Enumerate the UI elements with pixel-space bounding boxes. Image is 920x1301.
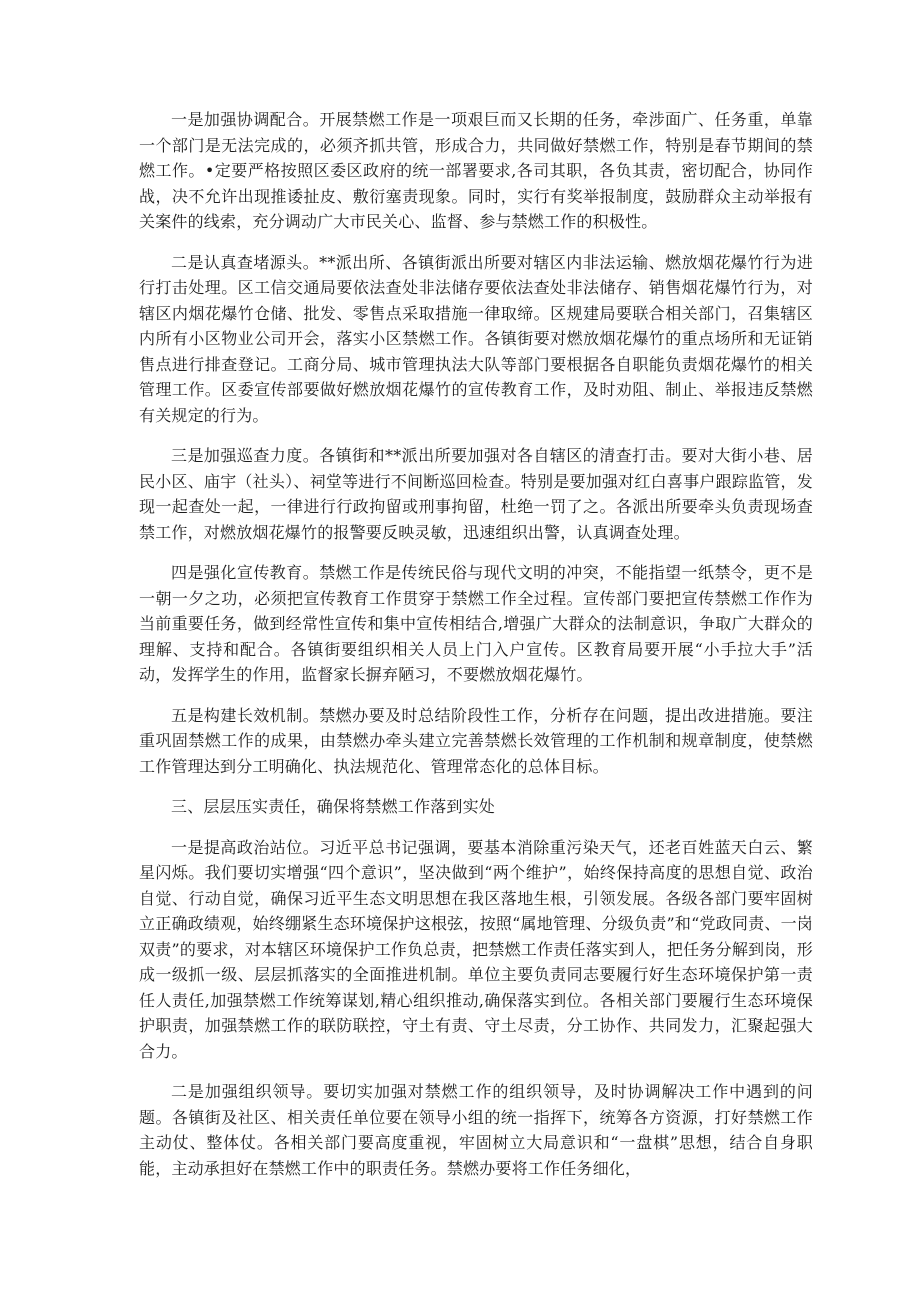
paragraph-political-stance: 一是提高政治站位。习近平总书记强调，要基本消除重污染天气，还老百姓蓝天白云、繁星闪烁。我们要切实增强“四个意识”，坚决做到“两个维护”，始终保持高度的思想自觉、政治自觉、行动自觉，确保习近平生态文明思想在我区落地生根，引领发展。各级各部门要牢固树立正确政绩观，始终绷紧生态环境保护这根弦，按照“属地管理、分级负责”和“党政同责、一岗双责”的要求，对本辖区环境保护工作负总责，把禁燃工作责任落实到人，把任务分解到岗，形成一级抓一级、层层抓落实的全面推进机制。单位主要负责同志要履行好生态环境保护第一责任人责任,加强禁燃工作统筹谋划,精心组织推动,确保落实到位。各相关部门要履行生态环境保护职责，加强禁燃工作的联防联控，守土有责、守土尽责，分工协作、共同发力，汇聚起强大合力。 — [139, 837, 813, 1061]
paragraph-source-control: 二是认真查堵源头。**派出所、各镇街派出所要对辖区内非法运输、燃放烟花爆竹行为进行打击处理。区工信交通局要依法查处非法储存要依法查处非法储存、销售烟花爆竹行为，对辖区内烟花爆竹仓储、批发、零售点采取措施一律取缔。区规建局要联合相关部门，召集辖区内所有小区物业公司开会，落实小区禁燃工作。各镇街要对燃放烟花爆竹的重点场所和无证销售点进行排查登记。工商分局、城市管理执法大队等部门要根据各自职能负责烟花爆竹的相关管理工作。区委宣传部要做好燃放烟花爆竹的宣传教育工作，及时劝阻、制止、举报违反禁燃有关规定的行为。 — [139, 252, 813, 425]
paragraph-patrol: 三是加强巡查力度。各镇街和**派出所要加强对各自辖区的清查打击。要对大街小巷、居民小区、庙宇（社头）、祠堂等进行不间断巡回检查。特别是要加强对红白喜事户跟踪监管，发现一起查处一起，一律进行行政拘留或刑事拘留，杜绝一罚了之。各派出所要牵头负责现场查禁工作，对燃放烟花爆竹的报警要反映灵敏，迅速组织出警，认真调查处理。 — [139, 446, 813, 542]
paragraph-coordination: 一是加强协调配合。开展禁燃工作是一项艰巨而又长期的任务，牵涉面广、任务重，单靠一个部门是无法完成的，必须齐抓共管，形成合力，共同做好禁燃工作，特别是春节期间的禁燃工作。•定要严格按照区委区政府的统一部署要求,各司其职，各负其责，密切配合，协同作战，决不允许出现推诿扯皮、敷衍塞责现象。同时，实行有奖举报制度，鼓励群众主动举报有关案件的线索，充分调动广大市民关心、监督、参与禁燃工作的积极性。 — [139, 110, 813, 231]
document-body — [139, 107, 813, 1196]
paragraph-publicity: 四是强化宣传教育。禁燃工作是传统民俗与现代文明的冲突，不能指望一纸禁令，更不是一朝一夕之功，必须把宣传教育工作贯穿于禁燃工作全过程。宣传部门要把宣传禁燃工作作为当前重要任务，做到经常性宣传和集中宣传相结合,增强广大群众的法制意识，争取广大群众的理解、支持和配合。各镇街要组织相关人员上门入户宣传。区教育局要开展“小手拉大手”活动，发挥学生的作用，监督家长摒弃陋习，不要燃放烟花爆竹。 — [139, 563, 813, 684]
paragraph-organization-leadership: 二是加强组织领导。要切实加强对禁燃工作的组织领导，及时协调解决工作中遇到的问题。各镇街及社区、相关责任单位要在领导小组的统一指挥下，统筹各方资源，打好禁燃工作主动仗、整体仗。各相关部门要高度重视，牢固树立大局意识和“一盘棋”思想，结合自身职能，主动承担好在禁燃工作中的职责任务。禁燃办要将工作任务细化， — [139, 1082, 813, 1178]
section-heading-responsibility: 三、层层压实责任，确保将禁燃工作落到实处 — [171, 797, 496, 816]
paragraph-long-term-mechanism: 五是构建长效机制。禁燃办要及时总结阶段性工作，分析存在问题，提出改进措施。要注重巩固禁燃工作的成果，由禁燃办牵头建立完善禁燃长效管理的工作机制和规章制度，使禁燃工作管理达到分工明确化、执法规范化、管理常态化的总体目标。 — [139, 705, 813, 776]
